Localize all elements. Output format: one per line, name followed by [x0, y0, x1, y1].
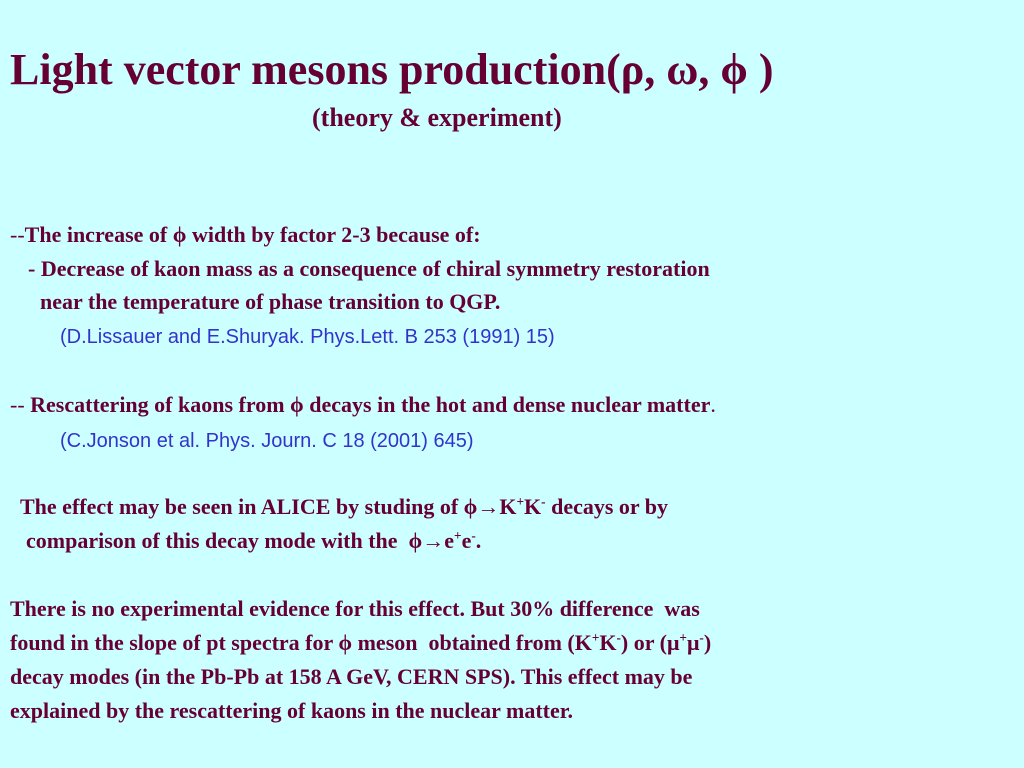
section4-line2 — [10, 628, 711, 658]
section2-period: . — [710, 392, 716, 417]
section4-line2-text-c: ) or (μ — [620, 630, 680, 655]
slide-title: Light vector mesons production(ρ, ω, ϕ ) — [10, 45, 774, 94]
section1-bullet-line1: - Decrease of kaon mass as a consequence of chiral symmetry restoration — [28, 256, 710, 281]
section4-line2-sup1: + — [591, 630, 600, 646]
section4-line2-text-d: μ — [686, 630, 700, 655]
section3-line1-text-a: The effect may be seen in ALICE by studing of ϕ→K — [20, 494, 517, 519]
section1-reference: (D.Lissauer and E.Shuryak. Phys.Lett. B 253 (1991) 15) — [60, 326, 555, 348]
section4-line2-sup2: - — [616, 630, 621, 646]
section3-line2-text-a: comparison of this decay mode with the ϕ→e — [26, 528, 455, 553]
section3-line2 — [26, 526, 481, 556]
section4-line2-sup4: - — [699, 630, 704, 646]
section3-line1-text-b: K — [524, 494, 542, 519]
section2-line — [10, 390, 716, 420]
section2-text: Rescattering of kaons from ϕ decays in the hot and dense nuclear matter — [30, 392, 711, 417]
section1-heading: The increase of ϕ width by factor 2-3 because of: — [24, 222, 481, 247]
section2-dash: -- — [10, 392, 25, 417]
section3-line1-text-c: decays or by — [545, 494, 669, 519]
section4-line2-sup3: + — [679, 630, 687, 646]
section1-bullet-line2: near the temperature of phase transition to QGP. — [40, 289, 501, 314]
section3-line1-sup1: + — [516, 494, 525, 510]
section3-line1 — [20, 492, 668, 522]
section4-line2-text-e: ) — [703, 630, 712, 655]
section1-heading-line — [10, 220, 481, 250]
section4-line1: There is no experimental evidence for this effect. But 30% difference was — [10, 596, 700, 621]
section3-line2-sup2: - — [471, 528, 476, 544]
section3-line2-sup1: + — [454, 528, 462, 544]
section2-reference: (C.Jonson et al. Phys. Journ. C 18 (2001) 645) — [60, 430, 474, 452]
slide-subtitle: (theory & experiment) — [312, 103, 562, 132]
section3-line2-text-b: e — [461, 528, 472, 553]
section4-line2-text-b: K — [599, 630, 617, 655]
section4-line4: explained by the rescattering of kaons in the nuclear matter. — [10, 698, 574, 723]
section3-line2-text-c: . — [475, 528, 482, 553]
section1-dash: -- — [10, 222, 25, 247]
section4-line3: decay modes (in the Pb-Pb at 158 A GeV, CERN SPS). This effect may be — [10, 664, 693, 689]
section3-line1-sup2: - — [541, 494, 546, 510]
section4-line2-text-a: found in the slope of pt spectra for ϕ meson obtained from (K — [10, 630, 592, 655]
